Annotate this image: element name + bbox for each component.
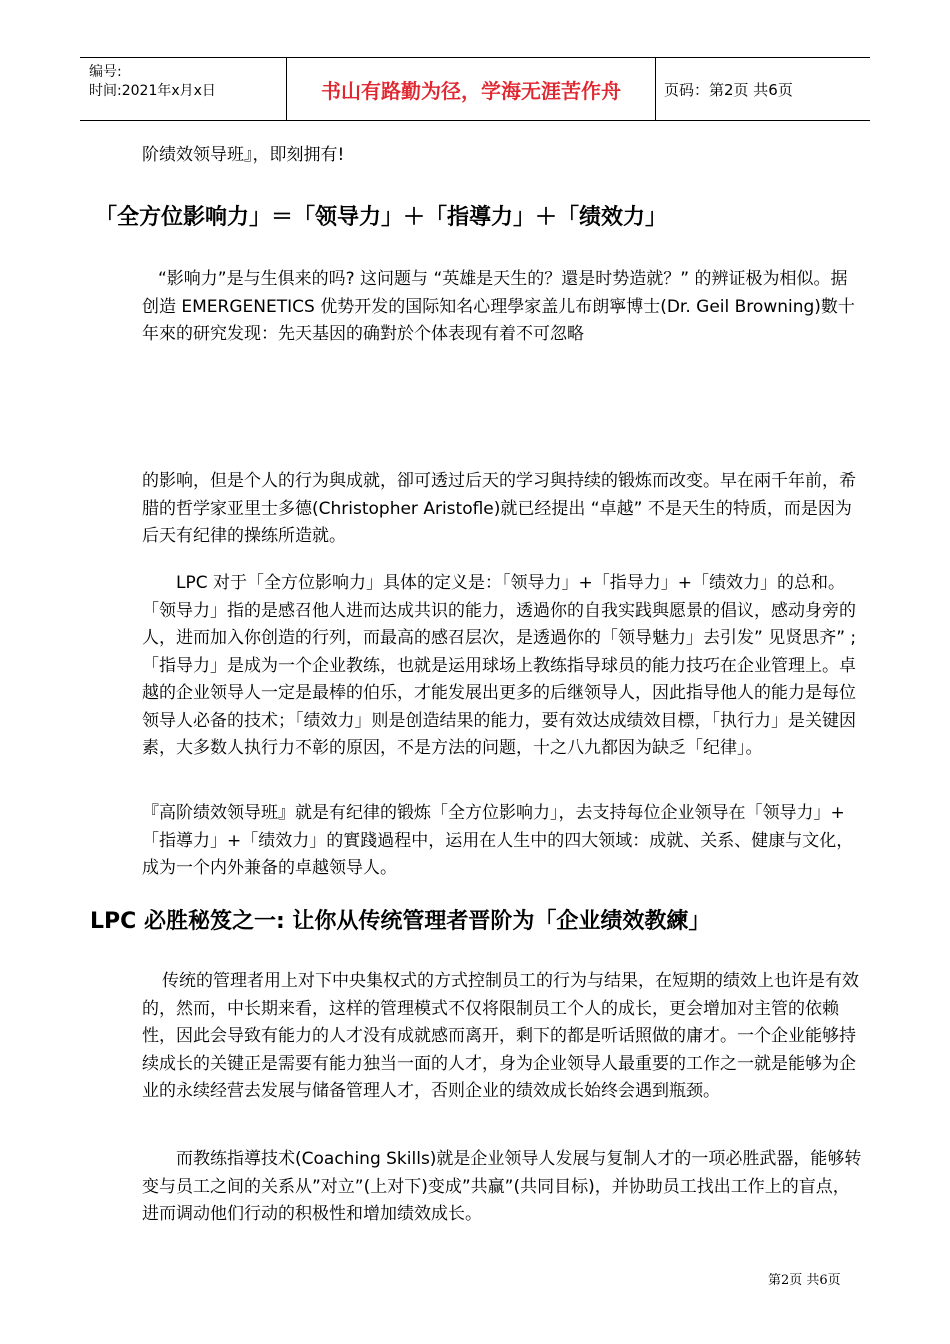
document-time-label: 时间:2021年x月x日: [89, 83, 216, 99]
paragraph-leadership-class: 『高阶绩效领导班』就是有纪律的锻炼「全方位影响力」，去支持每位企业领导在「领导力」+「指導力」+「绩效力」的實踐過程中，运用在人生中的四大领域：成就、关系、健康与文化，成为一个内外兼备的卓越领导人。: [142, 803, 854, 878]
header-page-number: 页码：第2页 共6页: [664, 80, 793, 99]
paragraph-traditional-management: 传统的管理者用上对下中央集权式的方式控制员工的行为与结果，在短期的绩效上也许是有效的，然而，中长期来看，这样的管理模式不仅将限制员工个人的成长，更会增加对主管的依赖性，因此会导致有能力的人才没有成就感而离开，剩下的都是听话照做的庸才。一个企业能够持续成长的关键正是需要有能力独当一面的人才，身为企业领导人最重要的工作之一就是能够为企业的永续经营去发展与储备管理人才，否则企业的绩效成长始终会遇到瓶颈。: [142, 971, 859, 1101]
paragraph-coaching-skills: 而教练指導技术(Coaching Skills)就是企业领导人发展与复制人才的一项必胜武器，能够转变与员工之间的关系从”对立”(上对下)变成”共赢”(共同目标)，并协助员工找出工作上的盲点，进而调动他们行动的积极性和增加绩效成长。: [142, 1149, 862, 1224]
section-heading-lpc-secret: LPC 必胜秘笈之一: 让你从传统管理者晋阶为「企业绩效教練」: [90, 909, 711, 934]
page-header: [80, 57, 870, 121]
header-meta: [89, 63, 216, 101]
paragraph-continuation: 阶绩效领导班』，即刻拥有!: [142, 145, 345, 165]
header-motto: 书山有路勤为径，学海无涯苦作舟: [286, 58, 656, 120]
paragraph-influence-intro: “影响力”是与生俱来的吗? 这问题与 “英雄是天生的？還是时势造就？” 的辨证极为相似。据创造 EMERGENETICS 优势开发的国际知名心理學家盖儿布朗寧博士(Dr. Geil Browning)數十年來的研究发现：先天基因的确對於个体表现有着不可忽略: [142, 269, 855, 344]
paragraph-lpc-definition: LPC 对于「全方位影响力」具体的定义是：「领导力」+「指导力」+「绩效力」的总和。「领导力」指的是感召他人进而达成共识的能力，透過你的自我实践與愿景的倡议，感动身旁的人，进而加入你创造的行列，而最高的感召层次，是透過你的「领导魅力」去引发” 见贤思齐” ;「指导力」是成为一个企业教练，也就是运用球场上教练指导球员的能力技巧在企业管理上。卓越的企业领导人一定是最棒的伯乐，才能发展出更多的后继领导人，因此指导他人的能力是每位领导人必备的技术；「绩效力」则是创造结果的能力，要有效达成绩效目標，「执行力」是关键因素，大多数人执行力不彰的原因，不是方法的问题，十之八九都因为缺乏「纪律」。: [142, 573, 857, 758]
footer-page-number: 第2页 共6页: [768, 1273, 841, 1288]
section-heading-influence: 「全方位影响力」＝「领导力」＋「指導力」＋「绩效力」: [95, 205, 668, 230]
document-number-label: 编号:: [89, 64, 122, 80]
paragraph-influence-continued: 的影响，但是个人的行为與成就，卻可透过后天的学习與持续的锻炼而改变。早在兩千年前，希腊的哲学家亚里士多德(Christopher Aristofle)就已经提出 “卓越” 不是天生的特质，而是因为后天有纪律的操练所造就。: [142, 471, 856, 546]
